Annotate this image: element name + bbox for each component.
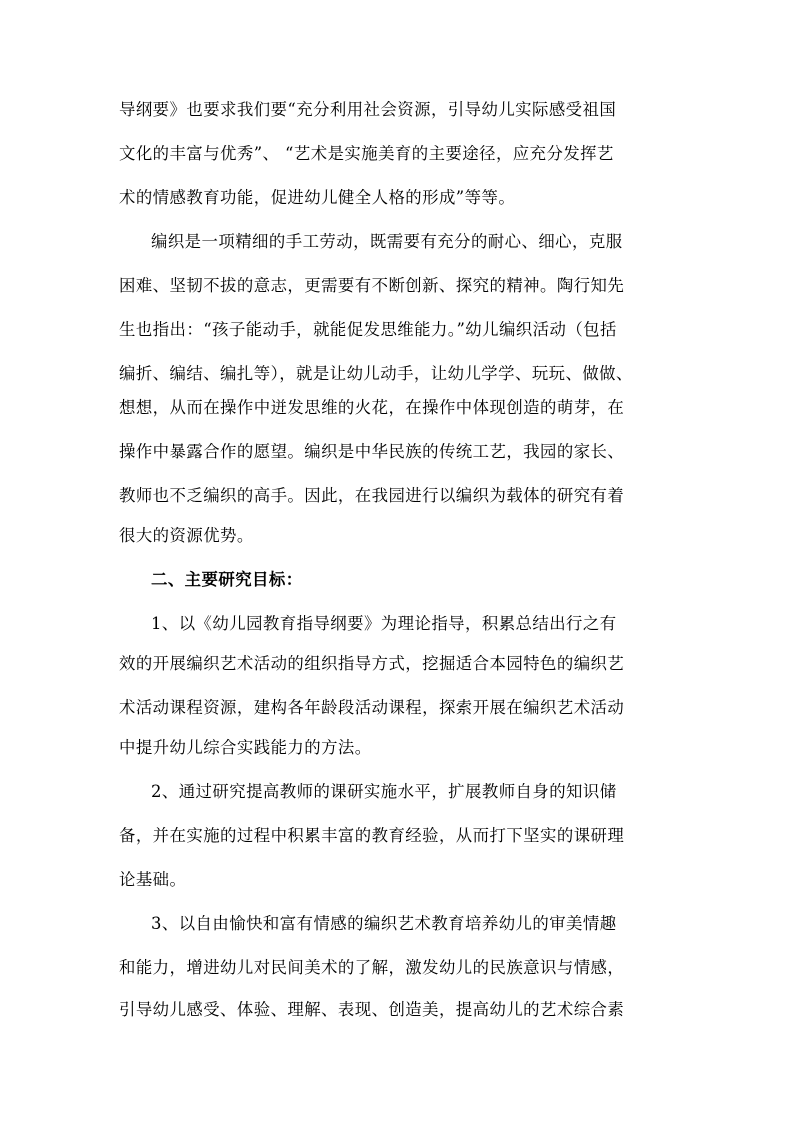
- paragraph-line: 编织是一项精细的手工劳动，既需要有充分的耐心、细心，克服: [151, 232, 623, 251]
- paragraph-line: 术的情感教育功能，促进幼儿健全人格的形成”等等。: [119, 188, 516, 207]
- paragraph-line: 文化的丰富与优秀”、 “艺术是实施美育的主要途径，应充分发挥艺: [119, 144, 614, 163]
- paragraph-line: 想想，从而在操作中迸发思维的火花，在操作中体现创造的萌芽，在: [119, 398, 625, 417]
- paragraph-line: 引导幼儿感受、体验、理解、表现、创造美，提高幼儿的艺术综合素: [119, 1000, 625, 1019]
- paragraph-line: 编折、编结、编扎等），就是让幼儿动手，让幼儿学学、玩玩、做做、: [119, 364, 633, 383]
- paragraph-line: 效的开展编织艺术活动的组织指导方式，挖掘适合本园特色的编织艺: [119, 654, 625, 673]
- section-heading: 二、主要研究目标：: [151, 570, 303, 589]
- paragraph-line: 教师也不乏编织的高手。因此，在我园进行以编织为载体的研究有着: [119, 486, 625, 505]
- paragraph-line: 很大的资源优势。: [119, 526, 254, 545]
- paragraph-line: 3、以自由愉快和富有情感的编织艺术教育培养幼儿的审美情趣: [151, 914, 617, 933]
- paragraph-line: 操作中暴露合作的愿望。编织是中华民族的传统工艺，我园的家长、: [119, 442, 625, 461]
- paragraph-line: 困难、坚韧不拔的意志，更需要有不断创新、探究的精神。陶行知先: [119, 276, 625, 295]
- paragraph-line: 2、通过研究提高教师的课研实施水平，扩展教师自身的知识储: [151, 782, 617, 801]
- paragraph-line: 1、以《幼儿园教育指导纲要》为理论指导，积累总结出行之有: [151, 614, 617, 633]
- paragraph-line: 论基础。: [119, 870, 187, 889]
- paragraph-line: 备，并在实施的过程中积累丰富的教育经验，从而打下坚实的课研理: [119, 826, 625, 845]
- paragraph-line: 中提升幼儿综合实践能力的方法。: [119, 738, 372, 757]
- paragraph-line: 导纲要》也要求我们要“充分利用社会资源，引导幼儿实际感受祖国: [119, 100, 617, 119]
- paragraph-line: 生也指出：“孩子能动手，就能促发思维能力。”幼儿编织活动（包括: [119, 320, 617, 339]
- paragraph-line: 和能力，增进幼儿对民间美术的了解，激发幼儿的民族意识与情感，: [119, 958, 625, 977]
- paragraph-line: 术活动课程资源，建构各年龄段活动课程，探索开展在编织艺术活动: [119, 698, 625, 717]
